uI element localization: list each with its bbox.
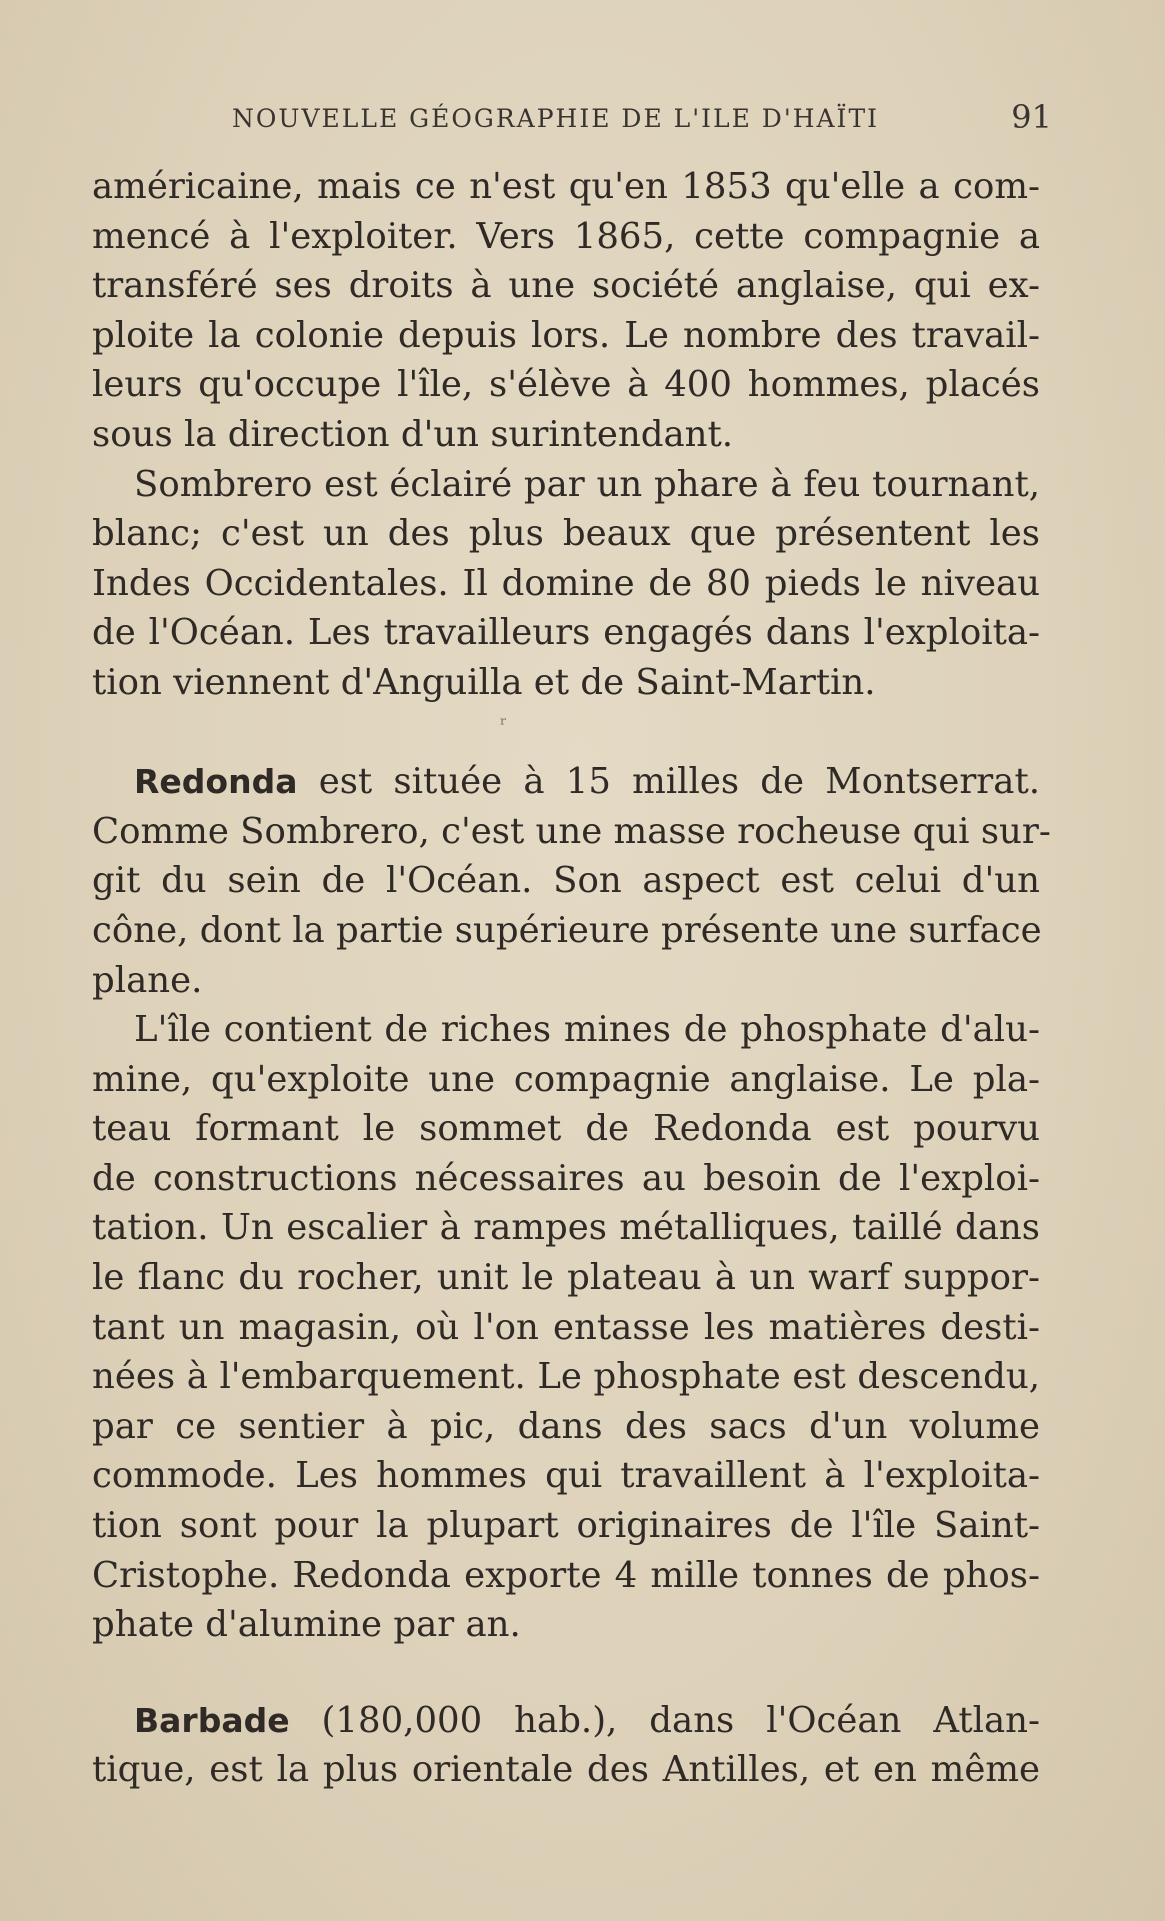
text-line: Cristophe. Redonda exporte 4 mille tonnes de phos-	[92, 1554, 1040, 1596]
text-line: mine, qu'exploite une compagnie anglaise. Le pla-	[92, 1058, 1040, 1100]
text-line: américaine, mais ce n'est qu'en 1853 qu'elle a com-	[92, 166, 1040, 207]
text-line: git du sein de l'Océan. Son aspect est celui d'un	[92, 860, 1040, 902]
section-lead-redonda: Redonda	[134, 762, 298, 802]
page-number: 91	[1011, 98, 1052, 136]
text-line-rest: est située à 15 milles de Montserrat.	[297, 761, 1040, 803]
text-line: Indes Occidentales. Il domine de 80 pieds le niveau	[92, 562, 1040, 604]
body-text	[92, 162, 1051, 1795]
text-line: blanc; c'est un des plus beaux que présentent les	[92, 513, 1040, 555]
text-line: ploite la colonie depuis lors. Le nombre des travail-	[92, 314, 1040, 356]
text-line: tion sont pour la plupart originaires de l'île Saint-	[92, 1505, 1040, 1547]
text-line: le flanc du rocher, unit le plateau à un warf suppor-	[92, 1257, 1040, 1299]
paragraph-3	[92, 757, 1051, 1005]
text-line: commode. Les hommes qui travaillent à l'exploita-	[92, 1455, 1040, 1497]
text-line: transféré ses droits à une société anglaise, qui ex-	[92, 265, 1040, 307]
stray-ink-mark: ʳ	[500, 712, 507, 736]
text-line: tique, est la plus orientale des Antilles, et en même	[92, 1749, 1040, 1791]
text-line: mencé à l'exploiter. Vers 1865, cette compagnie a	[92, 215, 1040, 257]
text-line	[92, 1696, 1040, 1746]
text-line: phate d'alumine par an.	[92, 1604, 521, 1646]
paragraph-1	[92, 162, 1040, 460]
text-line: tion viennent d'Anguilla et de Saint-Martin.	[92, 661, 876, 703]
section-gap	[92, 708, 1040, 758]
text-line: sous la direction d'un surintendant.	[92, 413, 734, 455]
text-line: Comme Sombrero, c'est une masse rocheuse qui sur-	[92, 810, 1051, 852]
text-line: tant un magasin, où l'on entasse les matières desti-	[92, 1306, 1040, 1348]
text-line: par ce sentier à pic, dans des sacs d'un volume	[92, 1405, 1040, 1447]
text-line: de l'Océan. Les travailleurs engagés dans l'exploita-	[92, 612, 1040, 654]
text-line: L'île contient de riches mines de phosphate d'alu-	[134, 1009, 1040, 1051]
text-line: leurs qu'occupe l'île, s'élève à 400 hommes, placés	[92, 364, 1040, 406]
section-gap	[92, 1650, 1040, 1696]
section-lead-barbade: Barbade	[134, 1700, 290, 1740]
text-line: teau formant le sommet de Redonda est pourvu	[92, 1108, 1040, 1150]
paragraph-5	[92, 1696, 1040, 1795]
text-line-rest: (180,000 hab.), dans l'Océan Atlan-	[289, 1699, 1040, 1741]
paragraph-4	[92, 1005, 1040, 1650]
text-line: cône, dont la partie supérieure présente une surface	[92, 909, 1042, 951]
text-line: plane.	[92, 959, 203, 1001]
text-line	[92, 757, 1040, 807]
page-header	[92, 100, 1052, 140]
paragraph-2	[92, 460, 1040, 708]
text-line: nées à l'embarquement. Le phosphate est descendu,	[92, 1356, 1040, 1398]
running-title: NOUVELLE GÉOGRAPHIE DE L'ILE D'HAÏTI	[232, 104, 879, 133]
text-line: tation. Un escalier à rampes métalliques, taillé dans	[92, 1207, 1040, 1249]
text-line: de constructions nécessaires au besoin de l'exploi-	[92, 1157, 1040, 1199]
text-line: Sombrero est éclairé par un phare à feu tournant,	[134, 463, 1040, 505]
